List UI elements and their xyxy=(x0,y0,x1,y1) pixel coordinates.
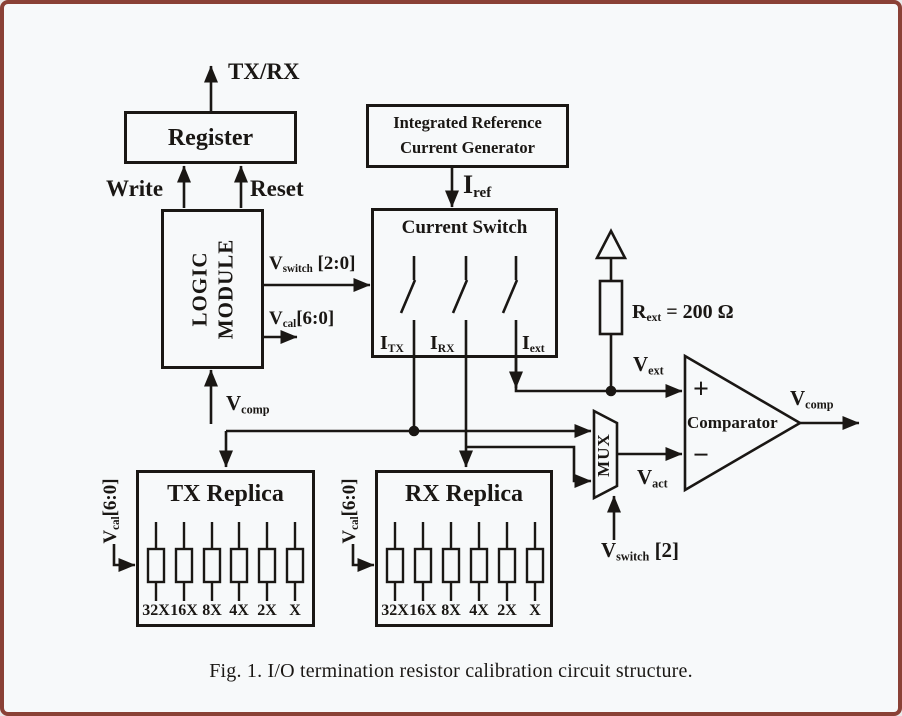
reset-label: Reset xyxy=(250,176,304,201)
rx-weight-label: 16X xyxy=(409,602,437,619)
iext-label: $I_{ext}$ xyxy=(522,332,545,356)
tx-weight-label: 8X xyxy=(202,602,222,619)
rx-weight-label: 4X xyxy=(469,602,489,619)
logic-module-title: LOGIC MODULE xyxy=(187,238,238,340)
tx-weight-label: X xyxy=(289,602,301,619)
vcal-bus-label: $V_{cal}[6:0]$ xyxy=(269,308,335,331)
irx-label: $I_{RX}$ xyxy=(430,332,455,356)
tx-weight-label: 16X xyxy=(170,602,198,619)
iref-label: $I_{ref}$ xyxy=(463,170,492,202)
rx-weight-label: 32X xyxy=(381,602,409,619)
ref-generator-title-line2: Current Generator xyxy=(400,138,535,157)
comparator-plus: + xyxy=(693,374,709,405)
rx-weight-label: 8X xyxy=(441,602,461,619)
tx-replica-title: TX Replica xyxy=(167,481,284,507)
itx-label: $I_{TX}$ xyxy=(380,332,404,356)
register-title: Register xyxy=(167,124,254,151)
figure-caption: Fig. 1. I/O termination resistor calibration circuit structure. xyxy=(209,660,693,682)
txrx-label: TX/RX xyxy=(228,59,300,84)
comparator-minus: − xyxy=(693,440,709,471)
current-switch-title: Current Switch xyxy=(401,217,528,238)
tx-weight-label: 32X xyxy=(142,602,170,619)
write-label: Write xyxy=(106,176,164,201)
vcomp-in-label: $V_{comp}$ xyxy=(226,391,270,417)
mux-label: MUX xyxy=(594,433,613,477)
vcomp-out-label: $V_{comp}$ xyxy=(790,386,834,412)
vext-label: $V_{ext}$ xyxy=(633,352,664,378)
rext-label: $R_{ext} = 200$ Ω xyxy=(632,301,734,325)
rext-resistor xyxy=(600,281,622,334)
rx-weight-label: 2X xyxy=(497,602,517,619)
supply-triangle xyxy=(597,231,625,258)
tx-weight-label: 4X xyxy=(229,602,249,619)
register-box xyxy=(124,111,297,164)
tx-weight-label: 2X xyxy=(257,602,277,619)
comparator-label: Comparator xyxy=(687,413,778,432)
rx-vcal-label: $V_{cal}[6:0]$ xyxy=(339,478,362,544)
junction-dot xyxy=(410,427,418,435)
rx-weight-label: X xyxy=(529,602,541,619)
ref-generator-box xyxy=(366,104,569,168)
tx-vcal-label: $V_{cal}[6:0]$ xyxy=(100,478,123,544)
junction-dot xyxy=(607,387,615,395)
ref-generator-title-line1: Integrated Reference xyxy=(393,113,542,133)
rx-replica-title: RX Replica xyxy=(405,481,523,507)
vswitch-bus-label: $V_{switch}$ [2:0] xyxy=(269,253,356,276)
vswitch-sel-label: $V_{switch}$ [2] xyxy=(601,538,680,564)
vact-label: $V_{act}$ xyxy=(637,465,668,491)
